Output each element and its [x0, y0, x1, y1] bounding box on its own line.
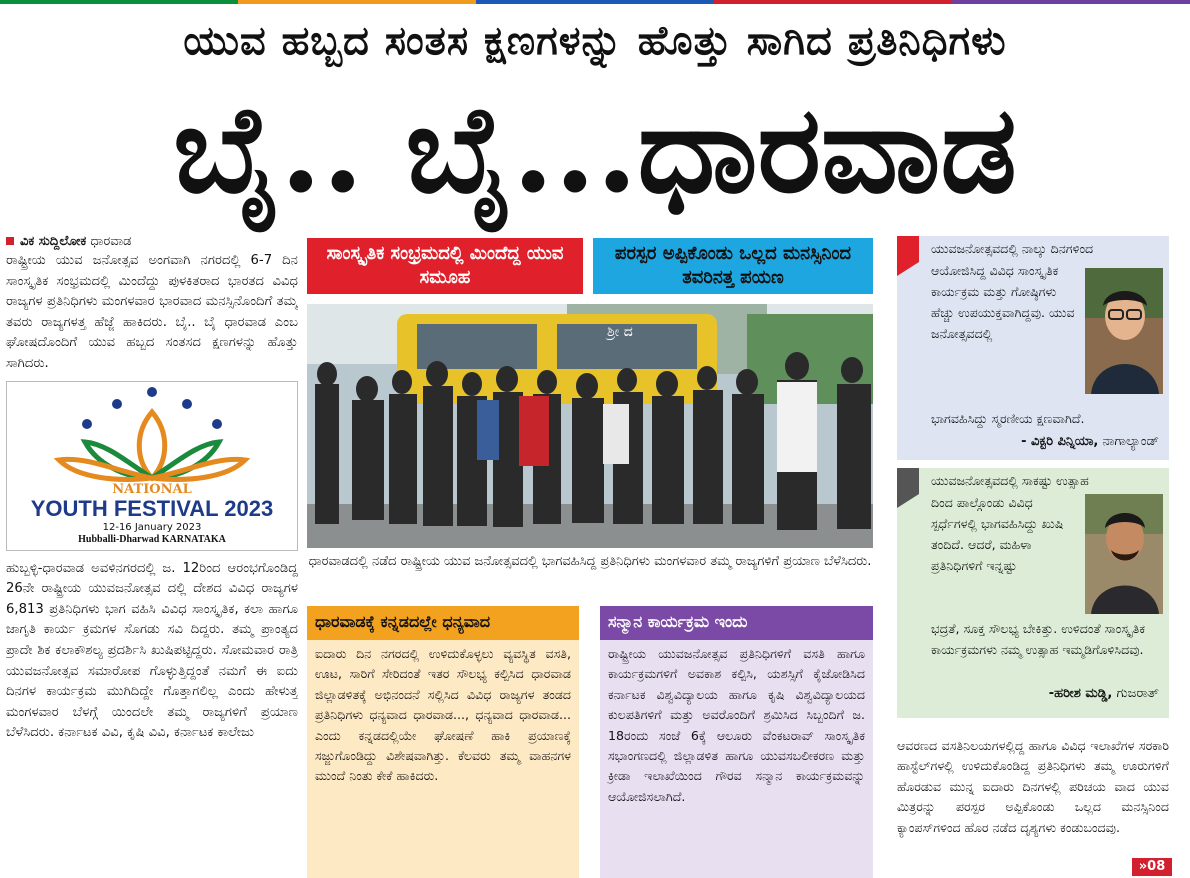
portrait-image [1085, 268, 1163, 394]
felicitation-box-text: ರಾಷ್ಟ್ರೀಯ ಯುವಜನೋತ್ಸವ ಪ್ರತಿನಿಧಿಗಳಿಗೆ ವಸತಿ ಹಾಗೂ ಕಾರ್ಯಕ್ರಮಗಳಿಗೆ ಅವಕಾಶ ಕಲ್ಪಿಸಿ, ಯಶಸ್ಸಿಗೆ ಕೈಜೋಡಿಸಿದ ಕರ್ನಾಟಕ ವಿಶ್ವವಿದ್ಯಾಲಯ ಹಾಗೂ ಕೃಷಿ ವಿಶ್ವವಿದ್ಯಾಲಯದ ಕುಲಪತಿಗಳಿಗೆ ಮತ್ತು ಅವರೊಂದಿಗೆ ಶ್ರಮಿಸಿದ ಸಿಬ್ಬಂದಿಗೆ ಜ. 18ರಂದು ಸಂಜೆ 6ಕ್ಕೆ ಆಲೂರು ವೆಂಕಟರಾವ್ ಸಾಂಸ್ಕೃತಿಕ ಸಭಾಂಗಣದಲ್ಲಿ ಜಿಲ್ಲಾಡಳಿತ ಹಾಗೂ ಯುವಸಬಲೀಕರಣ ಮತ್ತು ಕ್ರೀಡಾ ಇಲಾಖೆಯಿಂದ ಗೌರವ ಸನ್ಮಾನ ಕಾರ್ಯಕ್ರಮವನ್ನು ಆಯೋಜಿಸಲಾಗಿದೆ. [608, 646, 865, 804]
main-body-paragraph: ಹುಬ್ಬಳ್ಳಿ-ಧಾರವಾಡ ಅವಳಿನಗರದಲ್ಲಿ ಜ. 12ರಿಂದ ಆರಂಭಗೊಂಡಿದ್ದ 26ನೇ ರಾಷ್ಟ್ರೀಯ ಯುವಜನೋತ್ಸವ ದಲ್ಲಿ ದೇಶದ ವಿವಿಧ ರಾಜ್ಯಗಳ 6,813 ಪ್ರತಿನಿಧಿಗಳು ಭಾಗ ವಹಿಸಿ ವಿವಿಧ ಸಾಂಸ್ಕೃತಿಕ, ಕಲಾ ಹಾಗೂ ಜಾಗೃತಿ ಕಾರ್ಯ ಕ್ರಮಗಳ ಸೊಗಡು ಸವಿ ದಿದ್ದರು. ತಮ್ಮ ಪ್ರಾಂತ್ಯದ ಪ್ರಾದೇ ಶಿಕ ಕಲಾಕೌಶಲ್ಯ ಪ್ರದರ್ಶಿಸಿ ಖುಷಿಪಟ್ಟಿದ್ದರು. ಸೋಮವಾರ ರಾತ್ರಿ ಯುವಜನೋತ್ಸವ ಸಮಾರೋಪ ಗೊಳ್ಳುತ್ತಿದ್ದಂತೆ ನಮಗೆ ಈ ಐದು ದಿನಗಳ ಕಾರ್ಯಕ್ರಮ ಮುಗಿದಿದ್ದೇ ಗೊತ್ತಾಗಲಿಲ್ಲ ಎಂದು ಹೇಳುತ್ತ ಮಂಗಳವಾರ ಬೆಳಗ್ಗೆ ಯಿಂದಲೇ ತಮ್ಮ ರಾಜ್ಯಗಳಿಗೆ ಪ್ರಯಾಣ ಬೆಳೆಸಿದರು. ಕರ್ನಾಟಕ ವಿವಿ, ಕೃಷಿ ವಿವಿ, ಕರ್ನಾಟಕ ಕಾಲೇಜು [6, 560, 298, 741]
top-bar-blue [476, 0, 714, 4]
subhead-blue: ಪರಸ್ಪರ ಅಪ್ಪಿಕೊಂಡು ಒಲ್ಲದ ಮನಸ್ಸಿನಿಂದ ತವರಿನತ್ತ ಪಯಣ [593, 238, 873, 294]
thanks-box-title: ಧಾರವಾಡಕ್ಕೆ ಕನ್ನಡದಲ್ಲೇ ಧನ್ಯವಾದ [307, 606, 579, 640]
quote2-text: ದಿಂದ ಪಾಲ್ಗೊಂಡು ವಿವಿಧ ಸ್ಪರ್ಧೆಗಳಲ್ಲಿ ಭಾಗವಹಿಸಿದ್ದು ಖುಷಿ ತಂದಿದೆ. ಆದರೆ, ಮಹಿಳಾ ಪ್ರತಿನಿಧಿಗಳಿಗೆ ಇನ್ನಷ್ಟು [931, 495, 1064, 573]
logo-dates: 12-16 January 2023 [102, 521, 202, 533]
group-photo [307, 304, 873, 548]
felicitation-box-title: ಸನ್ಮಾನ ಕಾರ್ಯಕ್ರಮ ಇಂದು [600, 606, 873, 640]
quote1-state: ನಾಗಾಲ್ಯಾಂಡ್ [1102, 434, 1159, 449]
quote-marker-icon [897, 236, 919, 276]
bullet-square-icon [6, 237, 14, 245]
top-bar-green [0, 0, 238, 4]
top-color-bar [0, 0, 1190, 4]
dateline [6, 234, 298, 249]
top-bar-red [714, 0, 952, 4]
quote-box-gujarat [897, 468, 1169, 718]
quote2-portrait [1085, 494, 1163, 614]
top-bar-orange [238, 0, 476, 4]
quote-box-nagaland [897, 236, 1169, 460]
quote1-line1: ಯುವಜನೋತ್ಸವದಲ್ಲಿ ನಾಲ್ಕು ದಿನಗಳಿಂದ [931, 241, 1094, 256]
logo-national: NATIONAL [112, 481, 192, 497]
top-bar-purple [952, 0, 1190, 4]
intro-paragraph: ರಾಷ್ಟ್ರೀಯ ಯುವ ಜನೋತ್ಸವ ಅಂಗವಾಗಿ ನಗರದಲ್ಲಿ 6-7 ದಿನ ಸಾಂಸ್ಕೃತಿಕ ಸಂಭ್ರಮದಲ್ಲಿ ಮಿಂದೆದ್ದು ಪುಳಕಿತರಾದ ಭಾರತದ ವಿವಿಧ ರಾಜ್ಯಗಳ ಪ್ರತಿನಿಧಿಗಳು ಮಂಗಳವಾರ ಭಾರವಾದ ಮನಸ್ಸಿನೊಂದಿಗೆ ತಮ್ಮ ತವರು ರಾಜ್ಯಗಳತ್ತ ಹೆಜ್ಜೆ ಹಾಕಿದರು. ಬೈ.. ಬೈ ಧಾರವಾಡ ಎಂಬ ಘೋಷದೊಂದಿಗೆ ಯುವ ಹಬ್ಬದ ಸಂತಸದ ಕ್ಷಣಗಳನ್ನು ಹೊತ್ತು ಸಾಗಿದರು. [6, 253, 298, 371]
headline: ಬೈ.. ಬೈ...ಧಾರವಾಡ [173, 79, 1017, 220]
quote2-last: ಭದ್ರತೆ, ಸೂಕ್ತ ಸೌಲಭ್ಯ ಬೇಕಿತ್ತು. ಉಳಿದಂತೆ ಸಾಂಸ್ಕೃತಿಕ ಕಾರ್ಯಕ್ರಮಗಳು ನಮ್ಮ ಉತ್ಸಾಹ ಇಮ್ಮಡಿಗೊಳಿಸಿದವು. [931, 621, 1146, 657]
thanks-box [307, 606, 579, 878]
quote2-state: ಗುಜರಾತ್ [1116, 686, 1159, 701]
felicitation-box [600, 606, 873, 878]
quote1-name: - ವಿಕ್ಟರಿ ಪಿನ್ನಿಯಾ, [1021, 434, 1099, 449]
portrait-image [1085, 494, 1163, 614]
quote2-name: -ಹರೀಶ ಮಡ್ಡಿ, [1048, 686, 1113, 701]
thanks-box-text: ಐದಾರು ದಿನ ನಗರದಲ್ಲಿ ಉಳಿದುಕೊಳ್ಳಲು ವ್ಯವಸ್ಥಿತ ವಸತಿ, ಊಟ, ಸಾರಿಗೆ ಸೇರಿದಂತೆ ಇತರ ಸೌಲಭ್ಯ ಕಲ್ಪಿಸಿದ ಧಾರವಾಡ ಜಿಲ್ಲಾಡಳಿತಕ್ಕೆ ಅಭಿನಂದನೆ ಸಲ್ಲಿಸಿದ ವಿವಿಧ ರಾಜ್ಯಗಳ ತಂಡದ ಪ್ರತಿನಿಧಿಗಳು ಧನ್ಯವಾದ ಧಾರವಾಡ..., ಧನ್ಯವಾದ ಧಾರವಾಡ... ಎಂದು ಕನ್ನಡದಲ್ಲಿಯೇ ಘೋಷಣೆ ಹಾಕಿ ಪ್ರಯಾಣಕ್ಕೆ ಸಜ್ಜುಗೊಂಡಿದ್ದು ವಿಶೇಷವಾಗಿತ್ತು. ಕೆಲವರು ತಮ್ಮ ವಾಹನಗಳ ಮುಂದೆ ನಿಂತು ಕೇಕೆ ಹಾಕಿದರು. [315, 646, 571, 784]
quote1-signature [1021, 434, 1159, 449]
youth-festival-logo [6, 381, 298, 551]
byline-place: ಧಾರವಾಡ [90, 234, 132, 249]
logo-title: YOUTH FESTIVAL 2023 [30, 495, 274, 521]
quote2-signature [1049, 686, 1159, 701]
logo-place: Hubballi-Dharwad KARNATAKA [78, 533, 226, 545]
quote1-text: ಆಯೋಜಿಸಿದ್ದ ವಿವಿಧ ಸಾಂಸ್ಕೃತಿಕ ಕಾರ್ಯಕ್ರಮ ಮತ್ತು ಗೋಷ್ಠಿಗಳು ಹೆಚ್ಚು ಉಪಯುಕ್ತವಾಗಿದ್ದವು. ಯುವ ಜನೋತ್ಸವದಲ್ಲಿ [931, 263, 1075, 341]
photo-caption: ಧಾರವಾಡದಲ್ಲಿ ನಡೆದ ರಾಷ್ಟ್ರೀಯ ಯುವ ಜನೋತ್ಸವದಲ್ಲಿ ಭಾಗವಹಿಸಿದ್ದ ಪ್ರತಿನಿಧಿಗಳು ಮಂಗಳವಾರ ತಮ್ಮ ರಾಜ್ಯಗಳಿಗೆ ಪ್ರಯಾಣ ಬೆಳೆಸಿದರು. [308, 554, 872, 569]
byline-source: ವಿಕ ಸುದ್ದಿಲೋಕ [20, 234, 87, 249]
quote-marker-icon [897, 468, 919, 508]
left-column [6, 234, 298, 878]
quote2-line1: ಯುವಜನೋತ್ಸವದಲ್ಲಿ ಸಾಕಷ್ಟು ಉತ್ಸಾಹ [931, 473, 1089, 488]
page-number-tag: »08 [1132, 858, 1172, 876]
quote1-portrait [1085, 268, 1163, 394]
group-photo-image [307, 304, 873, 548]
bus-sign-text: ಶ್ರೀ ದ [607, 324, 633, 340]
quote1-last: ಭಾಗವಹಿಸಿದ್ದು ಸ್ಮರಣೀಯ ಕ್ಷಣವಾಗಿದೆ. [931, 411, 1085, 426]
right-column-text: ಆವರಣದ ವಸತಿನಿಲಯಗಳಲ್ಲಿದ್ದ ಹಾಗೂ ವಿವಿಧ ಇಲಾಖೆಗಳ ಸರಕಾರಿ ಹಾಸ್ಟೆಲ್‌ಗಳಲ್ಲಿ ಉಳಿದುಕೊಂಡಿದ್ದ ಪ್ರತಿನಿಧಿಗಳು ತಮ್ಮ ಊರುಗಳಿಗೆ ಹೊರಡುವ ಮುನ್ನ ಐದಾರು ದಿನಗಳಲ್ಲಿ ಪರಿಚಯ ವಾದ ಯುವ ಮಿತ್ರರನ್ನು ಪರಸ್ಪರ ಅಪ್ಪಿಕೊಂಡು ಒಲ್ಲದ ಮನಸ್ಸಿನಿಂದ ಕ್ಯಾಂಪಸ್‌ಗಳಿಂದ ಹೊರ ನಡೆದ ದೃಶ್ಯಗಳು ಕಂಡುಬಂದವು. [897, 738, 1169, 835]
kicker: ಯುವ ಹಬ್ಬದ ಸಂತಸ ಕ್ಷಣಗಳನ್ನು ಹೊತ್ತು ಸಾಗಿದ ಪ್ರತಿನಿಧಿಗಳು [183, 18, 1007, 64]
subhead-red: ಸಾಂಸ್ಕೃತಿಕ ಸಂಭ್ರಮದಲ್ಲಿ ಮಿಂದೆದ್ದ ಯುವ ಸಮೂಹ [307, 238, 583, 294]
